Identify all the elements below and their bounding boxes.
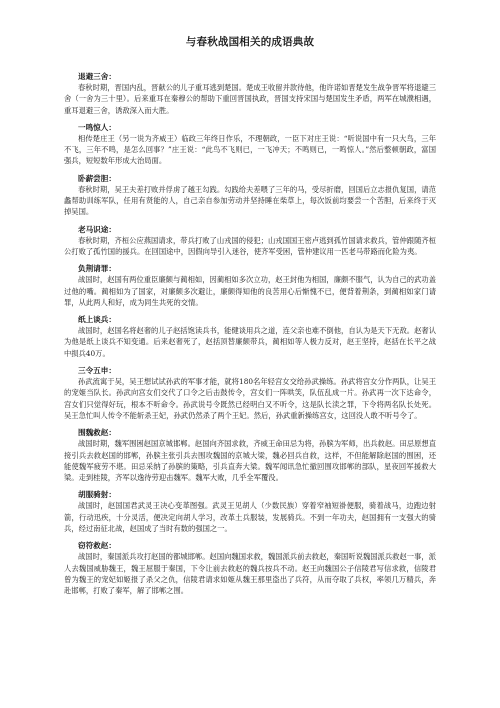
- idiom-body: 相传楚庄王（另一说为齐威王）临政三年终日作乐，不理朝政，一臣下对庄王说：“听说国中有一只大鸟，三年不飞，三年不鸣，是怎么回事？”庄王说：“此鸟不飞则已，一飞冲天；不鸣则已，一鸣惊人。”然后整顿朝政，富国强兵，短短数年形成大治局面。: [64, 133, 436, 166]
- idiom-section: [64, 314, 436, 359]
- idiom-section: [64, 122, 436, 167]
- idiom-title: 纸上谈兵：: [78, 315, 116, 325]
- idiom-section: [64, 489, 436, 534]
- idiom-title: 负荆请罪：: [78, 264, 116, 274]
- idiom-section: [64, 71, 436, 116]
- idiom-title: 胡服骑射：: [78, 490, 116, 500]
- idiom-title: 三令五申：: [78, 366, 116, 376]
- idiom-section: [64, 365, 436, 421]
- idiom-body: 春秋时期，吴王夫差打败并俘虏了越王勾践。勾践给夫差喂了三年的马，受尽折磨，回国后立志报仇复国，请范蠡帮助训练军队，任用有贤能的人，自己亲自参加劳动并坚持睡在柴草上，每次饭前均要尝一个苦胆，后来终于灭掉吴国。: [64, 184, 436, 217]
- idiom-section: [64, 173, 436, 218]
- idiom-body: 孙武流寓于吴，吴王想试试孙武的军事才能，就将180名年轻宫女交给孙武操练。孙武将宫女分作两队，让吴王的宠姬当队长。孙武向宫女们交代了口令之后击鼓传令，宫女们一阵哄笑，队伍乱成一片。孙武再一次下达命令，宫女们只觉得好玩，根本不听命令。孙武说号令既然已经明白又不听令，这是队长渎之罪，下令将两名队长处死。吴王急忙叫人传令不能斩杀王妃，孙武仍然杀了两个王妃。然后，孙武重新操练宫女，这回没人敢不听号令了。: [64, 377, 436, 420]
- idiom-title: 窃符救赵：: [78, 541, 116, 551]
- idiom-list: [64, 71, 436, 597]
- document-title: 与春秋战国相关的成语典故: [185, 36, 315, 48]
- idiom-title: 卧薪尝胆：: [78, 173, 116, 183]
- idiom-body: 战国时期，魏军围困赵国京城邯郸。赵国向齐国求救，齐威王命田忌为将，孙膑为军师，出兵救赵。田忌原想直接引兵去救赵国的邯郸，孙膑主张引兵去围攻魏国的京城大梁，魏必回兵自救，这样，不但能解除赵国的围困，还能使魏军疲劳不堪。田忌采纳了孙膑的策略，引兵直奔大梁。魏军闻讯急忙撤回围攻邯郸的部队，星夜回军援救大梁。走到桂陵，齐军以逸待劳迎击魏军。魏军大败，几乎全军覆没。: [64, 439, 436, 483]
- idiom-body: 春秋时期，齐桓公应燕国请求，带兵打败了山戎国的侵犯；山戎国国王密卢逃到孤竹国请求救兵，管仲跟随齐桓公打败了孤竹国的援兵。在回国途中，因假向导引入迷谷，使齐军受困，管仲建议用一匹老马带路而化险为夷。: [64, 235, 436, 256]
- idiom-title: 退避三舍：: [78, 72, 116, 81]
- idiom-body: 战国时，赵国国君武灵王决心变革图强。武灵王见胡人（少数民族）穿着窄袖短褂便服，骑着战马，边跑边射箭，行动迅疾，十分灵活，便决定向胡人学习，改革土兵服装，发展骑兵。不到一年功夫，赵国拥有一支强大的骑兵，经过南征北战，赵国成了当时有数的强国之一。: [64, 501, 436, 534]
- idiom-title: 老马识途：: [78, 224, 116, 234]
- idiom-body: 春秋时期，晋国内乱，晋献公的儿子重耳逃到楚国。楚成王收留并款待他，他许诺如晋楚发生战争晋军将退避三舍（一舍为三十里）。后来重耳在秦穆公的帮助下重回晋国执政，晋国支持宋国与楚国发生矛盾，两军在城濮相遇，重耳退避三舍，诱敌深入而大胜。: [64, 83, 436, 115]
- idiom-title: 一鸣惊人：: [78, 122, 116, 132]
- idiom-section: [64, 427, 436, 483]
- idiom-section: [64, 540, 436, 596]
- idiom-section: [64, 263, 436, 308]
- idiom-body: 战国时，赵国有两位重臣廉颇与蔺相如，因蔺相如多次立功，赵王封他为相国，廉颇不服气，认为自己的武功盖过他的嘴。蔺相如为了国家，对廉颇多次避让，廉颇得知他的良苦用心后惭愧不已，便背着荆条，到蔺相如家门请罪，从此两人和好，成为同生共死的交情。: [64, 275, 436, 307]
- idiom-title: 围魏救赵：: [78, 428, 116, 438]
- idiom-section: [64, 224, 436, 258]
- idiom-body: 战国时，赵国名将赵奢的儿子赵括饱读兵书，能健谈用兵之道，连父亲也难不倒他，自认为是天下无敌。赵奢认为他是纸上谈兵不知变通。后来赵奢死了，赵括顶替廉颇带兵，蔺相如等人极力反对，赵王坚持，赵括在长平之战中损兵40万。: [64, 326, 436, 358]
- idiom-body: 战国时，秦国派兵攻打赵国的都城邯郸。赵国向魏国求救，魏国派兵前去救赵，秦国听说魏国派兵救赵一事，派人去魏国威胁魏王，魏王屈服于秦国，下令让前去救赵的魏兵按兵不动。赵王向魏国公子信陵君写信求救，信陵君曾为魏王的宠妃如姬报了杀父之仇，信陵君请求如姬从魏王那里盗出了兵符，从而夺取了兵权，率领几万精兵，奔赴邯郸，打败了秦军，解了邯郸之围。: [64, 552, 436, 596]
